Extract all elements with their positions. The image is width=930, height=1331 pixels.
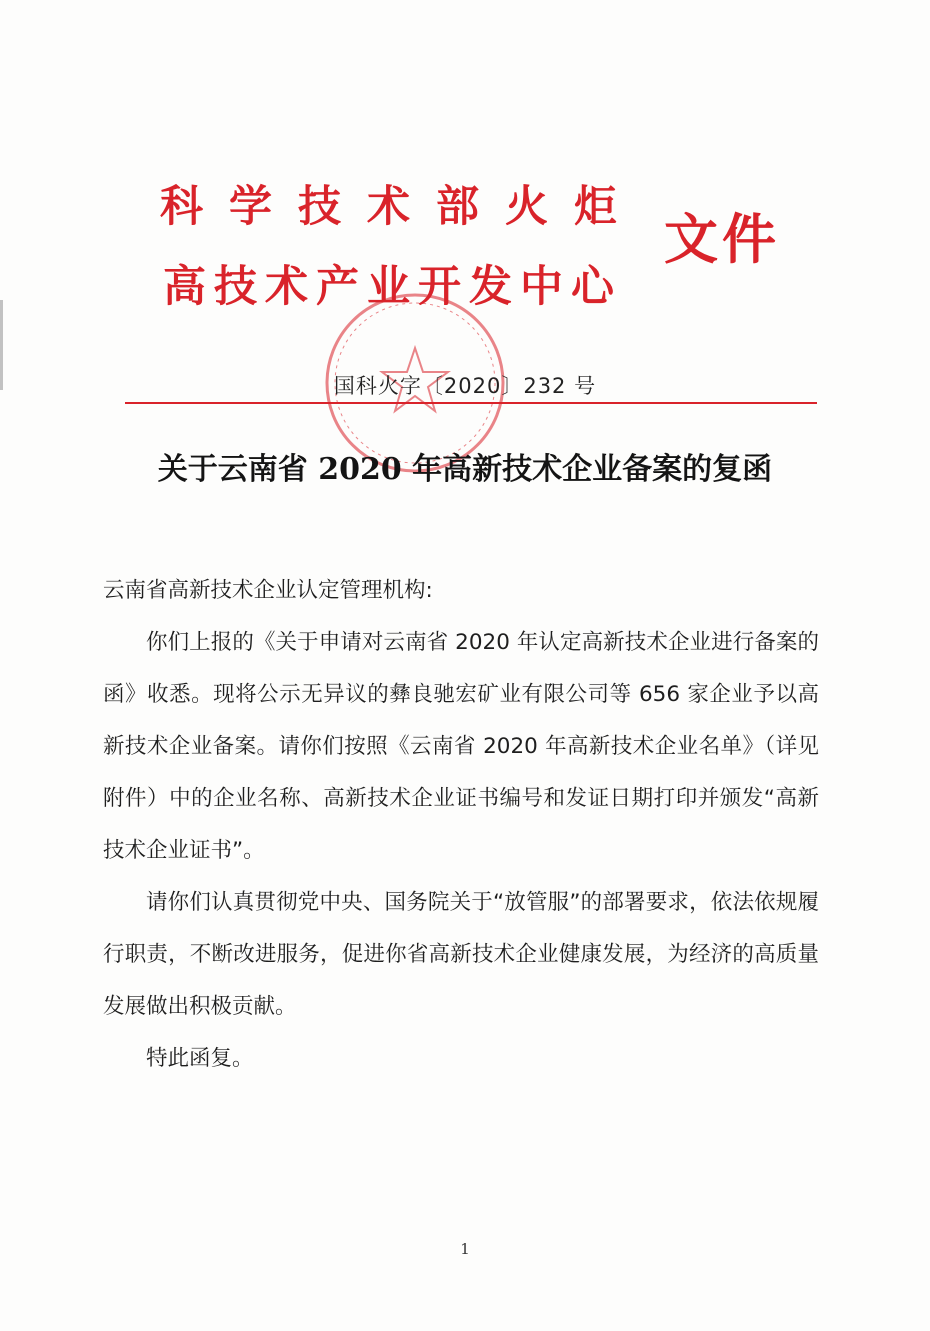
document-number: 国科火字〔2020〕232 号 (333, 374, 597, 398)
page-number: 1 (460, 1240, 470, 1258)
red-divider (125, 402, 817, 404)
header-org-line2: 高技术产业开发中心 (163, 262, 622, 312)
body-paragraphs (103, 617, 819, 1085)
document-title: 关于云南省 2020 年高新技术企业备案的复函 (157, 452, 773, 487)
header-org-line1: 科学技术部火炬 (160, 182, 643, 232)
paragraph-3: 特此函复。 (146, 1046, 254, 1071)
header-doc-type: 文件 (664, 207, 780, 271)
paragraph-1: 你们上报的《关于申请对云南省 2020 年认定高新技术企业进行备案的函》收悉。现将公示无异议的彝良驰宏矿业有限公司等 656 家企业予以高新技术企业备案。请你们按照《云南省 2020 年高新技术企业名单》（详见附件）中的企业名称、高新技术企业证书编号和发证日期打印并颁发“高新技术企业证书”。 (103, 630, 819, 863)
paragraph-2: 请你们认真贯彻党中央、国务院关于“放管服”的部署要求，依法依规履行职责，不断改进服务，促进你省高新技术企业健康发展，为经济的高质量发展做出积极贡献。 (103, 890, 819, 1019)
addressee: 云南省高新技术企业认定管理机构: (103, 578, 433, 603)
